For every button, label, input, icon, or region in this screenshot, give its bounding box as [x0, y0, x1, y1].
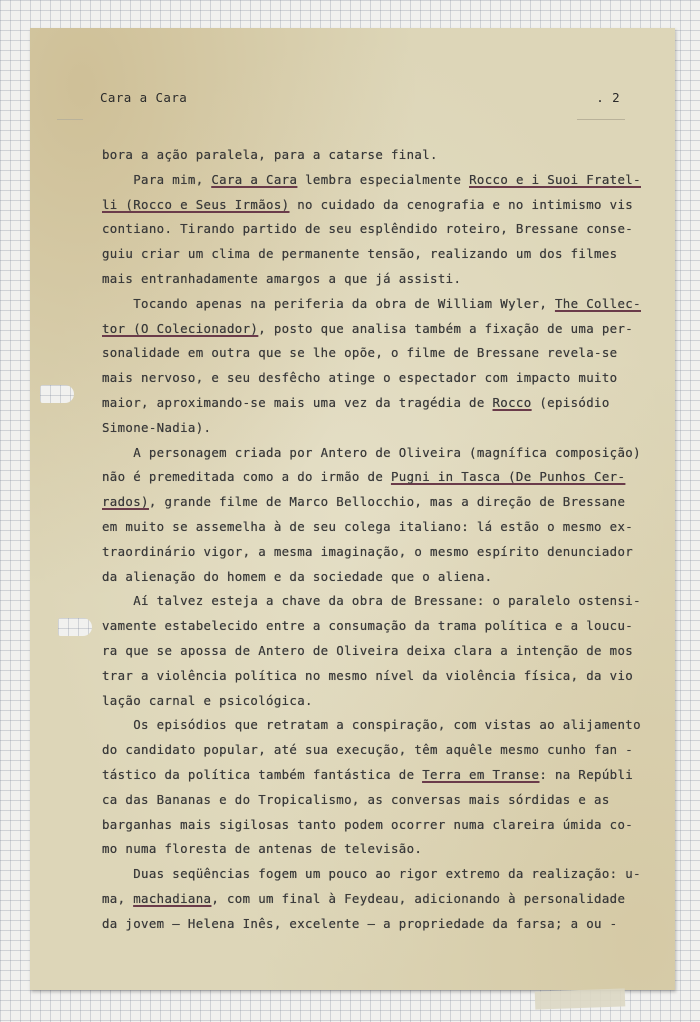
text-line	[102, 887, 627, 912]
text-line	[102, 565, 627, 590]
text-segment: Para mim,	[102, 171, 212, 187]
underlined-title: Rocco	[492, 394, 532, 410]
text-segment: Aí talvez esteja a chave da obra de Bressane: o paralelo ostensi-	[102, 593, 641, 609]
text-segment: vamente estabelecido entre a consumação da trama política e a loucu-	[102, 618, 634, 634]
underlined-title: li (Rocco e Seus Irmãos)	[102, 196, 290, 212]
header-left-rule	[57, 119, 83, 120]
underlined-title: Rocco e i Suoi Fratel-	[469, 171, 641, 187]
text-segment: : na Repúbli	[539, 766, 634, 782]
text-line	[102, 912, 627, 937]
punch-hole-bottom	[58, 618, 92, 636]
text-line	[102, 788, 627, 813]
text-line	[102, 242, 627, 267]
text-segment: maior, aproximando-se mais uma vez da tragédia de	[102, 394, 493, 410]
text-line	[102, 639, 634, 664]
text-line	[102, 540, 634, 565]
text-line	[102, 341, 627, 366]
underlined-title: rados)	[102, 494, 149, 510]
text-line	[102, 689, 627, 714]
text-segment: traordinário vigor, a mesma imaginação, o mesmo espírito denunciador	[102, 543, 634, 559]
punch-hole-top	[40, 385, 74, 403]
text-segment: Tocando apenas na periferia da obra de William Wyler,	[102, 295, 555, 311]
text-line	[102, 193, 634, 218]
text-segment: guiu criar um clima de permanente tensão, realizando um dos filmes	[102, 246, 618, 262]
text-segment: lação carnal e psicológica.	[102, 692, 313, 708]
underlined-title: tor (O Colecionador)	[102, 320, 259, 336]
text-segment: , grande filme de Marco Bellocchio, mas a direção de Bressane	[148, 494, 626, 510]
text-line	[102, 614, 634, 639]
text-line	[102, 837, 627, 862]
text-segment: lembra especialmente	[297, 171, 470, 187]
text-segment: , posto que analisa também a fixação de uma per-	[258, 320, 634, 336]
text-segment: Duas seqüências fogem um pouco ao rigor extremo da realização: u-	[102, 866, 641, 882]
page-number: . 2	[596, 90, 620, 105]
text-segment: , com um final à Feydeau, adicionando à personalidade	[211, 890, 626, 906]
text-line	[102, 292, 641, 317]
text-segment: trar a violência política no mesmo nível da violência física, da vio	[102, 667, 634, 683]
text-segment: não é premeditada como a do irmão de	[102, 469, 391, 485]
text-line	[102, 589, 641, 614]
text-line	[102, 490, 627, 515]
text-line	[102, 168, 641, 193]
text-line	[102, 738, 634, 763]
text-segment: contiano. Tirando partido de seu esplêndido roteiro, Bressane conse-	[102, 221, 634, 237]
text-line	[102, 416, 627, 441]
text-segment: Simone-Nadia).	[102, 419, 212, 435]
document-title: Cara a Cara	[100, 90, 188, 105]
text-line	[102, 441, 641, 466]
text-segment: A personagem criada por Antero de Oliveira (magnífica composição)	[102, 444, 641, 460]
text-segment: ma,	[102, 890, 134, 906]
underlined-title: Cara a Cara	[211, 171, 298, 187]
text-line	[102, 465, 627, 490]
text-segment: mais nervoso, e seu desfêcho atinge o espectador com impacto muito	[102, 370, 618, 386]
underlined-title: Terra em Transe	[422, 766, 540, 782]
text-segment: mo numa floresta de antenas de televisão.	[102, 841, 423, 857]
text-line	[102, 217, 634, 242]
text-segment: barganhas mais sigilosas tanto podem ocorrer numa clareira úmida co-	[102, 816, 634, 832]
text-segment: sonalidade em outra que se lhe opõe, o filme de Bressane revela-se	[102, 345, 618, 361]
text-segment: ca das Bananas e do Tropicalismo, as conversas mais sórdidas e as	[102, 791, 610, 807]
text-segment: no cuidado da cenografia e no intimismo vis	[289, 196, 634, 212]
text-segment: ra que se apossa de Antero de Oliveira deixa clara a intenção de mos	[102, 642, 634, 658]
text-segment: (episódio	[531, 394, 610, 410]
text-line	[102, 267, 627, 292]
header-right-rule	[577, 119, 625, 120]
text-line	[102, 391, 627, 416]
text-segment: em muito se assemelha à de seu colega italiano: lá estão o mesmo ex-	[102, 518, 634, 534]
text-segment: tástico da política também fantástica de	[102, 766, 423, 782]
typed-body-text	[102, 143, 641, 937]
tape-strip	[535, 988, 626, 1009]
text-segment: do candidato popular, até sua execução, têm aquêle mesmo cunho fan -	[102, 742, 634, 758]
page-header	[100, 90, 625, 105]
text-line	[102, 862, 641, 887]
text-line	[102, 515, 634, 540]
text-segment: bora a ação paralela, para a catarse final.	[102, 147, 438, 162]
underlined-title: Pugni in Tasca (De Punhos Cer-	[390, 469, 626, 485]
text-line	[102, 143, 627, 168]
text-line	[102, 366, 627, 391]
text-segment: Os episódios que retratam a conspiração, com vistas ao alijamento	[102, 717, 641, 733]
underlined-title: machadiana	[133, 890, 212, 906]
text-line	[102, 813, 634, 838]
text-line	[102, 763, 634, 788]
text-segment: da jovem — Helena Inês, excelente — a propriedade da farsa; a ou -	[102, 915, 618, 931]
text-line	[102, 713, 641, 738]
text-line	[102, 317, 634, 342]
text-segment: da alienação do homem e da sociedade que o aliena.	[102, 568, 493, 584]
underlined-title: The Collec-	[554, 295, 641, 311]
text-line	[102, 664, 634, 689]
text-segment: mais entranhadamente amargos a que já assisti.	[102, 270, 462, 286]
